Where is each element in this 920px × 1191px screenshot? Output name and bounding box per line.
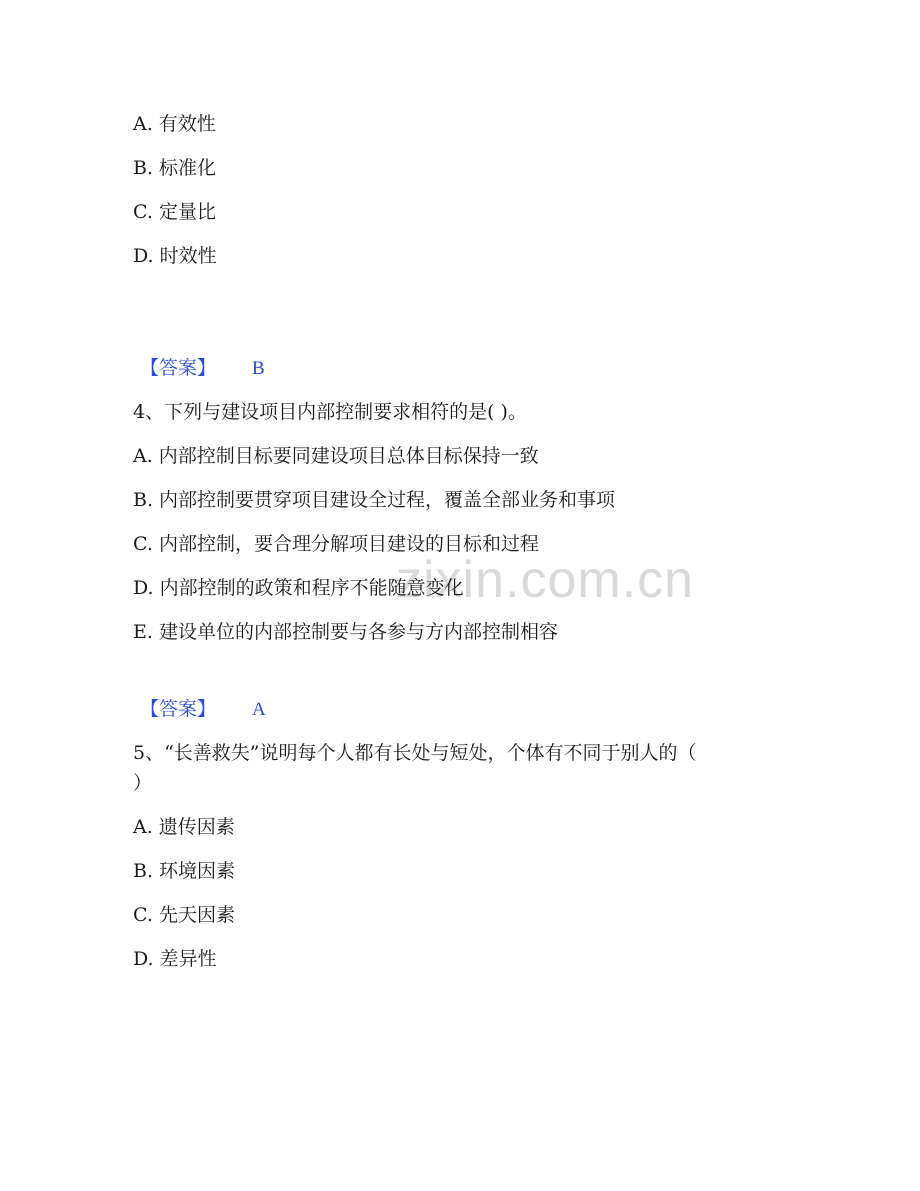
q3-answer xyxy=(140,356,265,381)
watermark: zixin.com.cn xyxy=(396,551,695,609)
q5-question-line1: 5、“长善救失”说明每个人都有长处与短处，个体有不同于别人的（ xyxy=(133,742,697,764)
q5-question-line2: ） xyxy=(133,772,153,794)
answer-label: 【答案】 xyxy=(140,357,217,379)
q3-option-b: B. 标准化 xyxy=(133,157,217,179)
answer-label: 【答案】 xyxy=(140,698,217,720)
q4-option-d: D. 内部控制的政策和程序不能随意变化 xyxy=(133,577,464,599)
q3-option-a: A. 有效性 xyxy=(133,113,216,135)
q4-answer xyxy=(140,697,266,722)
answer-value: B xyxy=(252,358,265,379)
q3-option-c: C. 定量比 xyxy=(133,201,216,223)
q4-option-e: E. 建设单位的内部控制要与各参与方内部控制相容 xyxy=(133,621,558,643)
q5-option-b: B. 环境因素 xyxy=(133,860,236,882)
q4-option-a: A. 内部控制目标要同建设项目总体目标保持一致 xyxy=(133,445,539,467)
answer-value: A xyxy=(252,699,266,720)
q4-option-c: C. 内部控制，要合理分解项目建设的目标和过程 xyxy=(133,533,539,555)
q3-option-d: D. 时效性 xyxy=(133,245,217,267)
q5-option-c: C. 先天因素 xyxy=(133,904,235,926)
q5-option-d: D. 差异性 xyxy=(133,948,217,970)
q4-option-b: B. 内部控制要贯穿项目建设全过程，覆盖全部业务和事项 xyxy=(133,489,616,511)
q4-question: 4、下列与建设项目内部控制要求相符的是( )。 xyxy=(133,401,527,423)
q5-option-a: A. 遗传因素 xyxy=(133,816,235,838)
